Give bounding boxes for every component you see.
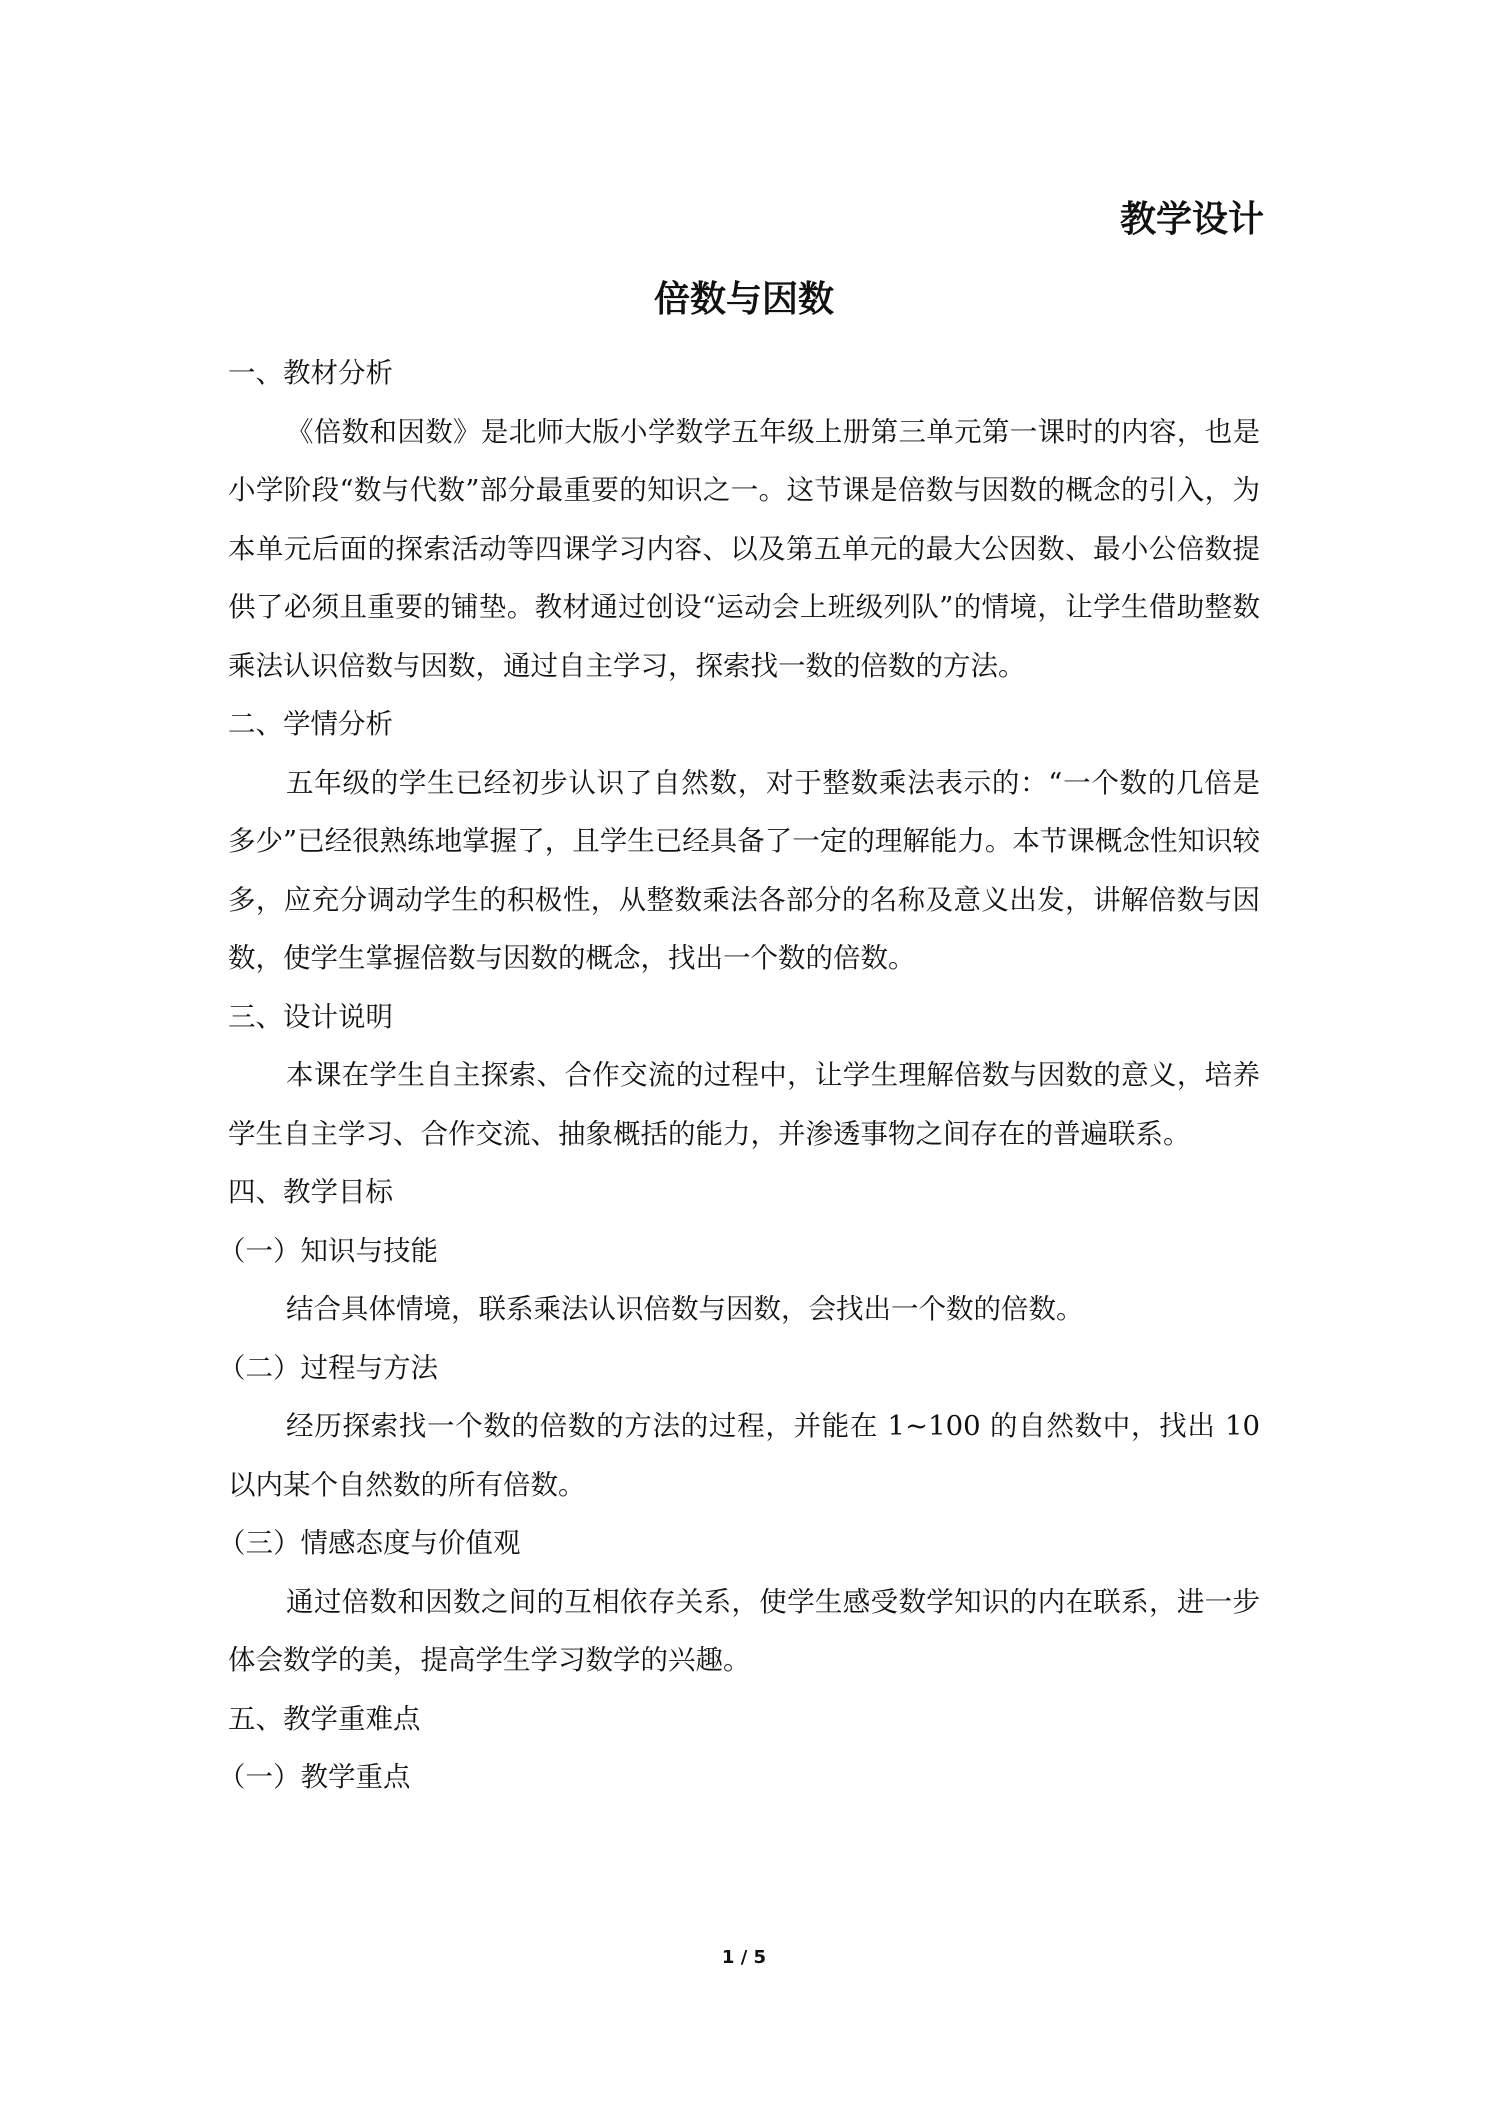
subheading-process-methods: （二）过程与方法 <box>218 1351 438 1384</box>
document-title: 倍数与因数 <box>653 279 834 320</box>
paragraph-process-methods: 经历探索找一个数的倍数的方法的过程，并能在 1~100 的自然数中，找出 10 以内某个自然数的所有倍数。 <box>228 1410 1260 1501</box>
paragraph-design-notes: 本课在学生自主探索、合作交流的过程中，让学生理解倍数与因数的意义，培养学生自主学习、合作交流、抽象概括的能力，并渗透事物之间存在的普遍联系。 <box>228 1059 1260 1150</box>
section-heading-student-analysis: 二、学情分析 <box>228 708 393 740</box>
subheading-emotion-values: （三）情感态度与价值观 <box>218 1527 521 1559</box>
document-body <box>218 344 1260 1807</box>
paragraph-knowledge-skills: 结合具体情境，联系乘法认识倍数与因数，会找出一个数的倍数。 <box>286 1293 1084 1325</box>
document-label: 教学设计 <box>1119 199 1264 240</box>
paragraph-emotion-values: 通过倍数和因数之间的互相依存关系，使学生感受数学知识的内在联系，进一步体会数学的美，提高学生学习数学的兴趣。 <box>228 1585 1260 1676</box>
subheading-knowledge-skills: （一）知识与技能 <box>218 1234 438 1267</box>
subheading-teaching-focus: （一）教学重点 <box>218 1761 411 1793</box>
paragraph-textbook-analysis: 《倍数和因数》是北师大版小学数学五年级上册第三单元第一课时的内容，也是小学阶段“数与代数”部分最重要的知识之一。这节课是倍数与因数的概念的引入，为本单元后面的探索活动等四课学习内容、以及第五单元的最大公因数、最小公倍数提供了必须且重要的铺垫。教材通过创设“运动会上班级列队”的情境，让学生借助整数乘法认识倍数与因数，通过自主学习，探索找一数的倍数的方法。 <box>228 415 1260 682</box>
page-number: 1 / 5 <box>721 1947 767 1968</box>
section-heading-key-points: 五、教学重难点 <box>228 1702 421 1735</box>
section-heading-design-notes: 三、设计说明 <box>228 1000 393 1033</box>
paragraph-student-analysis: 五年级的学生已经初步认识了自然数，对于整数乘法表示的：“一个数的几倍是多少”已经很熟练地掌握了，且学生已经具备了一定的理解能力。本节课概念性知识较多，应充分调动学生的积极性，从整数乘法各部分的名称及意义出发，讲解倍数与因数，使学生掌握倍数与因数的概念，找出一个数的倍数。 <box>228 766 1260 974</box>
section-heading-textbook-analysis: 一、教材分析 <box>228 357 393 389</box>
section-heading-teaching-goals: 四、教学目标 <box>228 1176 393 1208</box>
